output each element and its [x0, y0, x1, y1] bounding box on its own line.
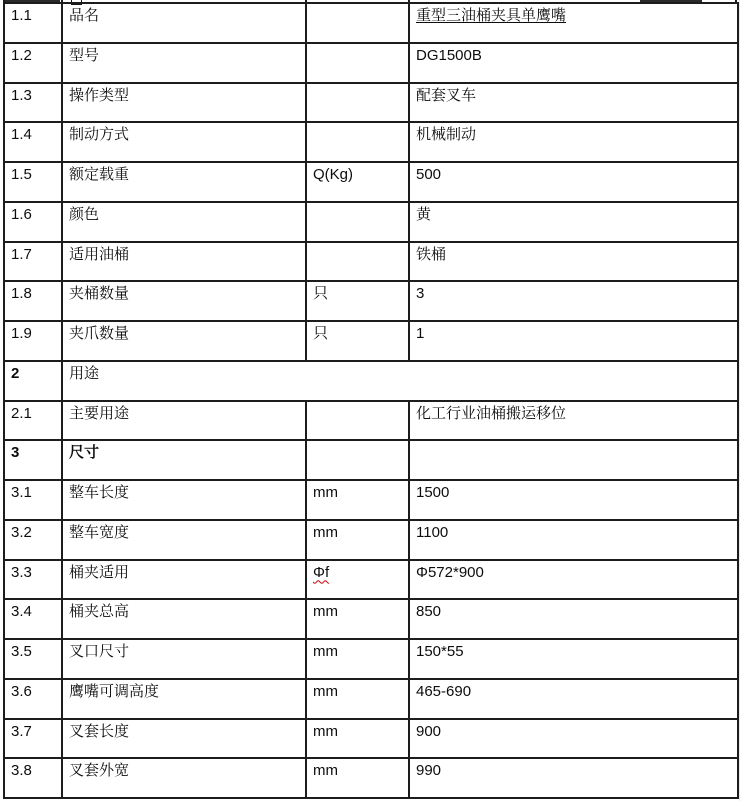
cell-name: 用途: [62, 361, 738, 401]
cell-unit: [306, 440, 409, 480]
cell-value: 化工行业油桶搬运移位: [409, 401, 738, 441]
cell-value: 850: [409, 599, 738, 639]
cell-unit: [306, 122, 409, 162]
table-row: [4, 401, 738, 441]
cell-value: Φ572*900: [409, 560, 738, 600]
table-row: [4, 520, 738, 560]
table-row: [4, 242, 738, 282]
cell-no: 1.6: [4, 202, 62, 242]
cell-name: 额定载重: [62, 162, 306, 202]
table-row: [4, 560, 738, 600]
cell-name: 整车长度: [62, 480, 306, 520]
cell-unit: 只: [306, 321, 409, 361]
cell-no: 1.7: [4, 242, 62, 282]
cell-no: 1.5: [4, 162, 62, 202]
cell-value: [409, 3, 738, 43]
cell-value: DG1500B: [409, 43, 738, 83]
cell-name: 尺寸: [62, 440, 306, 480]
cell-no: 2.1: [4, 401, 62, 441]
cell-value: 3: [409, 281, 738, 321]
cell-name: 颜色: [62, 202, 306, 242]
table-row: [4, 3, 738, 43]
cell-value: 150*55: [409, 639, 738, 679]
cell-unit: mm: [306, 679, 409, 719]
table-row-section: [4, 361, 738, 401]
spellcheck-underlined-unit: Φf: [313, 563, 330, 581]
cell-name: 操作类型: [62, 83, 306, 123]
cell-no: 3.7: [4, 719, 62, 759]
cell-name: 型号: [62, 43, 306, 83]
table-row: [4, 679, 738, 719]
cell-unit: Q(Kg): [306, 162, 409, 202]
cell-no: 3.4: [4, 599, 62, 639]
table-row: [4, 599, 738, 639]
table-row: [4, 719, 738, 759]
cell-unit: [306, 43, 409, 83]
cell-unit: mm: [306, 520, 409, 560]
table-row: [4, 43, 738, 83]
cell-value: 990: [409, 758, 738, 798]
cell-name: 夹桶数量: [62, 281, 306, 321]
cell-name: 制动方式: [62, 122, 306, 162]
table-row: [4, 83, 738, 123]
cell-value: 465-690: [409, 679, 738, 719]
cell-no: 1.1: [4, 3, 62, 43]
cell-no: 2: [4, 361, 62, 401]
cell-no: 3.5: [4, 639, 62, 679]
cell-unit: [306, 83, 409, 123]
table-row: [4, 639, 738, 679]
cell-unit: 只: [306, 281, 409, 321]
cell-value: 1100: [409, 520, 738, 560]
cell-unit: mm: [306, 758, 409, 798]
cell-name: 叉口尺寸: [62, 639, 306, 679]
cell-unit: [306, 3, 409, 43]
cell-value: 1: [409, 321, 738, 361]
cell-unit: [306, 401, 409, 441]
cell-value: 1500: [409, 480, 738, 520]
cell-name: 叉套外宽: [62, 758, 306, 798]
cell-unit: mm: [306, 480, 409, 520]
spec-table: [3, 2, 739, 799]
cell-value: 机械制动: [409, 122, 738, 162]
cell-unit: mm: [306, 719, 409, 759]
table-row: [4, 202, 738, 242]
table-row: [4, 122, 738, 162]
table-row: [4, 480, 738, 520]
cell-no: 3.3: [4, 560, 62, 600]
cell-name: 整车宽度: [62, 520, 306, 560]
cell-unit: mm: [306, 639, 409, 679]
table-row: [4, 162, 738, 202]
cell-no: 1.9: [4, 321, 62, 361]
cell-no: 3.2: [4, 520, 62, 560]
cell-no: 3.8: [4, 758, 62, 798]
cell-unit: [306, 560, 409, 600]
cell-name: 主要用途: [62, 401, 306, 441]
cell-value: 500: [409, 162, 738, 202]
cell-no: 3.1: [4, 480, 62, 520]
cell-value: 配套叉车: [409, 83, 738, 123]
cell-value: 铁桶: [409, 242, 738, 282]
cell-no: 1.2: [4, 43, 62, 83]
cell-name: 适用油桶: [62, 242, 306, 282]
cell-no: 3: [4, 440, 62, 480]
cell-value: 黄: [409, 202, 738, 242]
cell-value: [409, 440, 738, 480]
cell-unit: mm: [306, 599, 409, 639]
cell-name: 鹰嘴可调高度: [62, 679, 306, 719]
cell-name: 品名: [62, 3, 306, 43]
cell-no: 3.6: [4, 679, 62, 719]
cell-value: 900: [409, 719, 738, 759]
table-row: [4, 758, 738, 798]
cell-name: 桶夹适用: [62, 560, 306, 600]
table-row-section: [4, 440, 738, 480]
cell-name: 叉套长度: [62, 719, 306, 759]
cell-name: 桶夹总高: [62, 599, 306, 639]
product-title-underlined: 重型三油桶夹具单鹰嘴: [416, 7, 567, 24]
cell-name: 夹爪数量: [62, 321, 306, 361]
table-row: [4, 321, 738, 361]
cell-unit: [306, 242, 409, 282]
cell-no: 1.4: [4, 122, 62, 162]
cell-unit: [306, 202, 409, 242]
cell-no: 1.8: [4, 281, 62, 321]
table-row: [4, 281, 738, 321]
cell-no: 1.3: [4, 83, 62, 123]
